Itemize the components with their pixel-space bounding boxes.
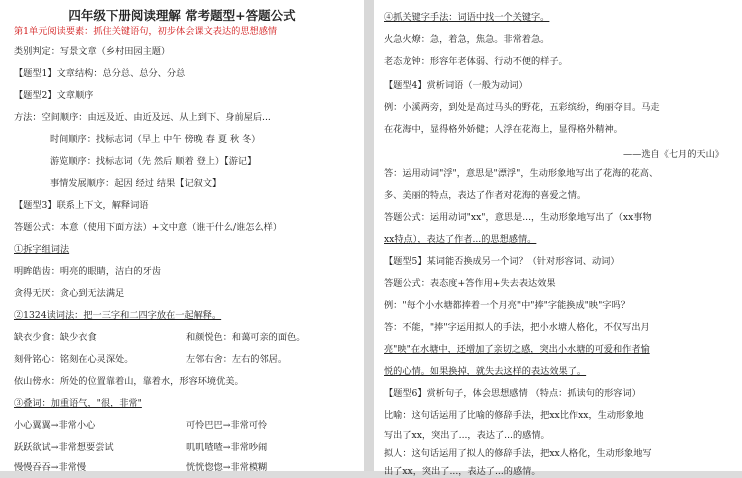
text-line: 【题型1】文章结构：总分总、总分、分总: [14, 68, 186, 79]
text-line: 和颜悦色：和蔼可亲的面色。: [186, 332, 306, 343]
page-gutter: [364, 0, 374, 471]
text-line: 左邻右舍：左右的邻居。: [186, 354, 288, 365]
text-line: 事情发展顺序：起因 经过 结果【记叙文】: [50, 178, 222, 189]
text-line: 跃跃欲试→非常想要尝试: [14, 442, 114, 453]
text-line: 悦的心情。如果换掉，就失去这样的表达效果了。: [384, 366, 587, 377]
text-line: 缺衣少食：缺少衣食: [14, 332, 97, 343]
text-line: 类别判定：写景文章（乡村田园主题）: [14, 46, 171, 57]
text-line: ③叠词：加重语气，"很，非常": [14, 398, 142, 409]
text-line: 出了xx，突出了...，表达了...的感情。: [384, 466, 541, 477]
text-line: xx特点），表达了作者...的思想感情。: [384, 234, 537, 245]
text-line: 依山傍水：所处的位置靠着山，靠着水，形容环境优美。: [14, 376, 244, 387]
text-line: 【题型4】赏析词语（一般为动词）: [384, 80, 528, 91]
text-line: 答题公式：运用动词"xx"，意思是...，生动形象地写出了（xx事物: [384, 212, 652, 223]
text-line: 答题公式：表态度+答作用+失去表达效果: [384, 278, 556, 289]
text-line: 游览顺序：找标志词（先 然后 顺着 登上）【游记】: [50, 156, 257, 167]
text-line: 拟人：这句话运用了拟人的修辞手法，把xx人格化，生动形象地写: [384, 448, 652, 459]
text-line: 刻骨铭心：铭刻在心灵深处。: [14, 354, 134, 365]
text-line: 明眸皓齿：明亮的眼睛，洁白的牙齿: [14, 266, 161, 277]
source-citation: ——选自《七月的天山》: [622, 149, 724, 160]
text-line: 【题型6】赏析句子，体会思想感情 （特点：抓读句的形容词）: [384, 388, 641, 399]
text-line: 【题型3】联系上下文，解释词语: [14, 200, 149, 211]
text-line: 时间顺序：找标志词（早上 中午 傍晚 春 夏 秋 冬）: [50, 134, 261, 145]
unit-heading: 第1单元阅读要素：抓住关键语句，初步体会课文表达的思想感情: [14, 26, 278, 37]
text-line: 亮"映"在水塘中，还增加了亲切之感，突出小水塘的可爱和作者愉: [384, 344, 650, 355]
text-line: 恍恍惚惚→非常模糊: [186, 462, 268, 473]
text-line: 写出了xx，突出了...，表达了...的感情。: [384, 430, 550, 441]
text-line: 比喻：这句话运用了比喻的修辞手法，把xx比作xx，生动形象地: [384, 410, 644, 421]
text-line: 【题型5】某词能否换成另一个词？（针对形容词、动词）: [384, 256, 620, 267]
text-line: ④抓关键字手法：词语中找一个关键字。: [384, 12, 550, 23]
text-line: 多、美丽的特点，表达了作者对花海的喜爱之情。: [384, 190, 587, 201]
text-line: 答：运用动词"浮"，意思是"漂浮"，生动形象地写出了花海的花高、: [384, 168, 659, 179]
text-line: 小心翼翼→非常小心: [14, 420, 96, 431]
text-line: 答：不能，"捧"字运用拟人的手法，把小水塘人格化，不仅写出月: [384, 322, 650, 333]
text-line: 可怜巴巴→非常可怜: [186, 420, 268, 431]
text-line: ①拆字组词法: [14, 244, 70, 255]
text-line: 叽叽喳喳→非常吵闹: [186, 442, 268, 453]
text-line: 慢慢吞吞→非常慢: [14, 462, 87, 473]
page-title: 四年级下册阅读理解 常考题型+答题公式: [68, 8, 296, 23]
right-page: [374, 0, 742, 477]
text-line: 例："每个小水塘都捧着一个月亮"中"捧"字能换成"映"字吗？: [384, 300, 630, 311]
text-line: 答题公式：本意（使用下面方法）+文中意（谁干什么/谁怎么样）: [14, 222, 283, 233]
text-line: 老态龙钟：形容年老体弱、行动不便的样子。: [384, 56, 568, 67]
text-line: 贪得无厌：贪心到无法满足: [14, 288, 125, 299]
text-line: 方法：空间顺序：由远及近、由近及远、从上到下、身前屋后...: [14, 112, 271, 123]
text-line: 【题型2】文章顺序: [14, 90, 94, 101]
left-page: [0, 0, 364, 471]
text-line: 在花海中，显得格外娇健；人浮在花海上，显得格外精神。: [384, 124, 623, 135]
text-line: 火急火燎：急，着急，焦急。非常着急。: [384, 34, 550, 45]
text-line: ②1324读词法：把一三字和二四字放在一起解释。: [14, 310, 222, 321]
text-line: 例：小溪两旁，到处是高过马头的野花，五彩缤纷，绚丽夺目。马走: [384, 102, 660, 113]
